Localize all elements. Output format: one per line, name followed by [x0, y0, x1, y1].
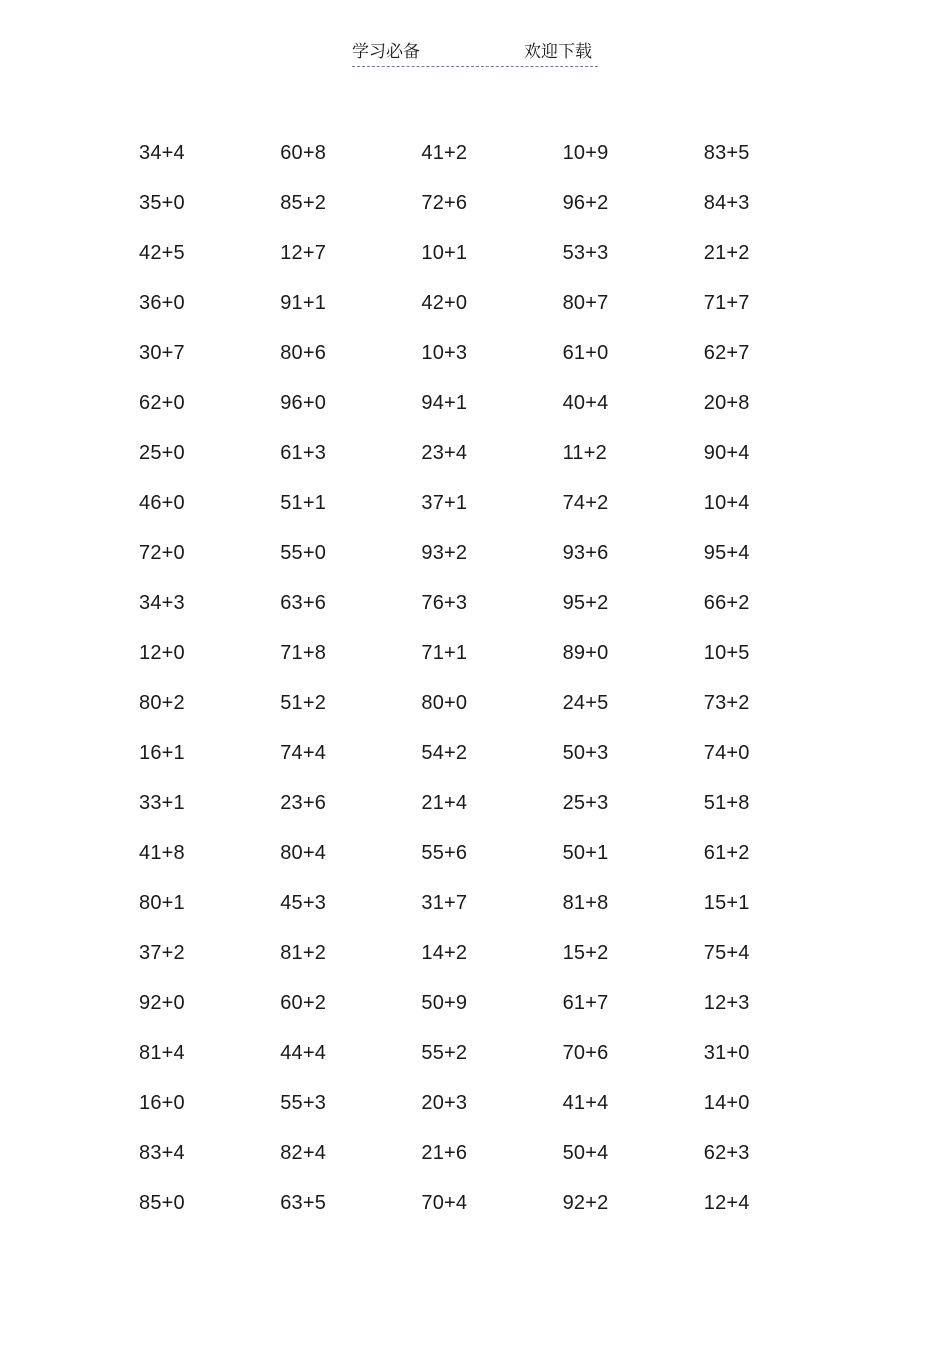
problem-item: 80+6 — [280, 341, 327, 364]
problem-item: 34+4 — [139, 141, 185, 164]
problem-item: 71+7 — [703, 291, 750, 314]
problem-row — [139, 828, 859, 878]
problem-item: 40+4 — [562, 391, 609, 414]
problem-item: 16+1 — [139, 741, 185, 764]
problem-item: 31+7 — [421, 891, 468, 914]
problem-item: 46+0 — [139, 491, 185, 514]
problem-item: 63+6 — [280, 591, 327, 614]
problem-item: 73+2 — [703, 691, 750, 714]
problem-item: 74+4 — [280, 741, 327, 764]
problem-item: 95+4 — [703, 541, 750, 564]
problem-item: 60+2 — [280, 991, 327, 1014]
problem-row — [139, 278, 859, 328]
problem-item: 41+8 — [139, 841, 185, 864]
problem-item: 25+3 — [562, 791, 609, 814]
problem-item: 84+3 — [703, 191, 750, 214]
problem-item: 61+7 — [562, 991, 609, 1014]
problem-item: 45+3 — [280, 891, 327, 914]
problem-item: 61+3 — [280, 441, 327, 464]
problem-item: 55+6 — [421, 841, 468, 864]
problem-item: 25+0 — [139, 441, 185, 464]
problem-item: 20+8 — [703, 391, 750, 414]
problem-item: 50+9 — [421, 991, 468, 1014]
problem-row — [139, 1078, 859, 1128]
problem-item: 10+9 — [562, 141, 609, 164]
problem-item: 60+8 — [280, 141, 327, 164]
problem-item: 71+8 — [280, 641, 327, 664]
problem-item: 61+2 — [703, 841, 750, 864]
problem-item: 20+3 — [421, 1091, 468, 1114]
problem-item: 55+3 — [280, 1091, 327, 1114]
problem-item: 91+1 — [280, 291, 327, 314]
problem-row — [139, 178, 859, 228]
problem-item: 31+0 — [703, 1041, 750, 1064]
page-header — [352, 40, 598, 67]
problem-row — [139, 878, 859, 928]
problem-item: 14+0 — [703, 1091, 750, 1114]
problem-item: 12+3 — [703, 991, 750, 1014]
problem-item: 74+2 — [562, 491, 609, 514]
problem-item: 85+2 — [280, 191, 327, 214]
problem-item: 23+6 — [280, 791, 327, 814]
problem-item: 81+4 — [139, 1041, 185, 1064]
problem-item: 80+2 — [139, 691, 185, 714]
problem-item: 33+1 — [139, 791, 185, 814]
problem-item: 21+2 — [703, 241, 750, 264]
problem-item: 92+2 — [562, 1191, 609, 1214]
problem-item: 24+5 — [562, 691, 609, 714]
problem-item: 82+4 — [280, 1141, 327, 1164]
problem-item: 80+4 — [280, 841, 327, 864]
problem-item: 55+2 — [421, 1041, 468, 1064]
problem-item: 55+0 — [280, 541, 327, 564]
problem-row — [139, 478, 859, 528]
problem-item: 51+2 — [280, 691, 327, 714]
problem-item: 15+2 — [562, 941, 609, 964]
problem-row — [139, 228, 859, 278]
problem-item: 93+2 — [421, 541, 468, 564]
problem-item: 62+7 — [703, 341, 750, 364]
problem-item: 80+0 — [421, 691, 468, 714]
problem-row — [139, 628, 859, 678]
problem-item: 85+0 — [139, 1191, 185, 1214]
problem-item: 35+0 — [139, 191, 185, 214]
problem-item: 10+1 — [421, 241, 468, 264]
problem-item: 42+0 — [421, 291, 468, 314]
problem-row — [139, 928, 859, 978]
problem-item: 63+5 — [280, 1191, 327, 1214]
problem-item: 71+1 — [421, 641, 468, 664]
problem-item: 51+1 — [280, 491, 327, 514]
problem-item: 72+0 — [139, 541, 185, 564]
problem-item: 12+7 — [280, 241, 327, 264]
problem-item: 53+3 — [562, 241, 609, 264]
problem-item: 95+2 — [562, 591, 609, 614]
problem-item: 75+4 — [703, 941, 750, 964]
problem-item: 10+3 — [421, 341, 468, 364]
problem-item: 81+8 — [562, 891, 609, 914]
problem-item: 89+0 — [562, 641, 609, 664]
problem-item: 83+5 — [703, 141, 750, 164]
problem-item: 21+4 — [421, 791, 468, 814]
problem-item: 23+4 — [421, 441, 468, 464]
problem-item: 80+1 — [139, 891, 185, 914]
problem-item: 94+1 — [421, 391, 468, 414]
problem-item: 30+7 — [139, 341, 185, 364]
header-right-text: 欢迎下载 — [524, 42, 592, 62]
problem-item: 74+0 — [703, 741, 750, 764]
problem-item: 76+3 — [421, 591, 468, 614]
problem-item: 42+5 — [139, 241, 185, 264]
problem-item: 54+2 — [421, 741, 468, 764]
problem-item: 50+4 — [562, 1141, 609, 1164]
problem-row — [139, 1128, 859, 1178]
problem-item: 96+0 — [280, 391, 327, 414]
problem-item: 36+0 — [139, 291, 185, 314]
problem-item: 44+4 — [280, 1041, 327, 1064]
problem-item: 90+4 — [703, 441, 750, 464]
problem-item: 37+1 — [421, 491, 468, 514]
problem-item: 41+4 — [562, 1091, 609, 1114]
problem-item: 15+1 — [703, 891, 750, 914]
problem-item: 70+4 — [421, 1191, 468, 1214]
problem-item: 12+0 — [139, 641, 185, 664]
problem-item: 34+3 — [139, 591, 185, 614]
problem-item: 93+6 — [562, 541, 609, 564]
problem-item: 12+4 — [703, 1191, 750, 1214]
problem-item: 96+2 — [562, 191, 609, 214]
problem-item: 10+5 — [703, 641, 750, 664]
problem-item: 81+2 — [280, 941, 327, 964]
problem-item: 37+2 — [139, 941, 185, 964]
problem-item: 50+1 — [562, 841, 609, 864]
problem-row — [139, 578, 859, 628]
problem-row — [139, 1028, 859, 1078]
problem-item: 66+2 — [703, 591, 750, 614]
problem-row — [139, 428, 859, 478]
problem-grid — [139, 128, 859, 1228]
problem-row — [139, 1178, 859, 1228]
problem-row — [139, 128, 859, 178]
problem-item: 51+8 — [703, 791, 750, 814]
problem-item: 80+7 — [562, 291, 609, 314]
problem-row — [139, 378, 859, 428]
problem-row — [139, 328, 859, 378]
problem-item: 62+0 — [139, 391, 185, 414]
problem-item: 14+2 — [421, 941, 468, 964]
problem-item: 61+0 — [562, 341, 609, 364]
problem-item: 16+0 — [139, 1091, 185, 1114]
problem-item: 92+0 — [139, 991, 185, 1014]
problem-row — [139, 778, 859, 828]
problem-item: 21+6 — [421, 1141, 468, 1164]
problem-row — [139, 728, 859, 778]
problem-row — [139, 528, 859, 578]
problem-item: 70+6 — [562, 1041, 609, 1064]
problem-item: 41+2 — [421, 141, 468, 164]
problem-row — [139, 978, 859, 1028]
header-left-text: 学习必备 — [352, 42, 420, 62]
problem-item: 10+4 — [703, 491, 750, 514]
problem-item: 72+6 — [421, 191, 468, 214]
problem-item: 62+3 — [703, 1141, 750, 1164]
problem-item: 11+2 — [562, 441, 607, 464]
problem-item: 83+4 — [139, 1141, 185, 1164]
problem-item: 50+3 — [562, 741, 609, 764]
problem-row — [139, 678, 859, 728]
